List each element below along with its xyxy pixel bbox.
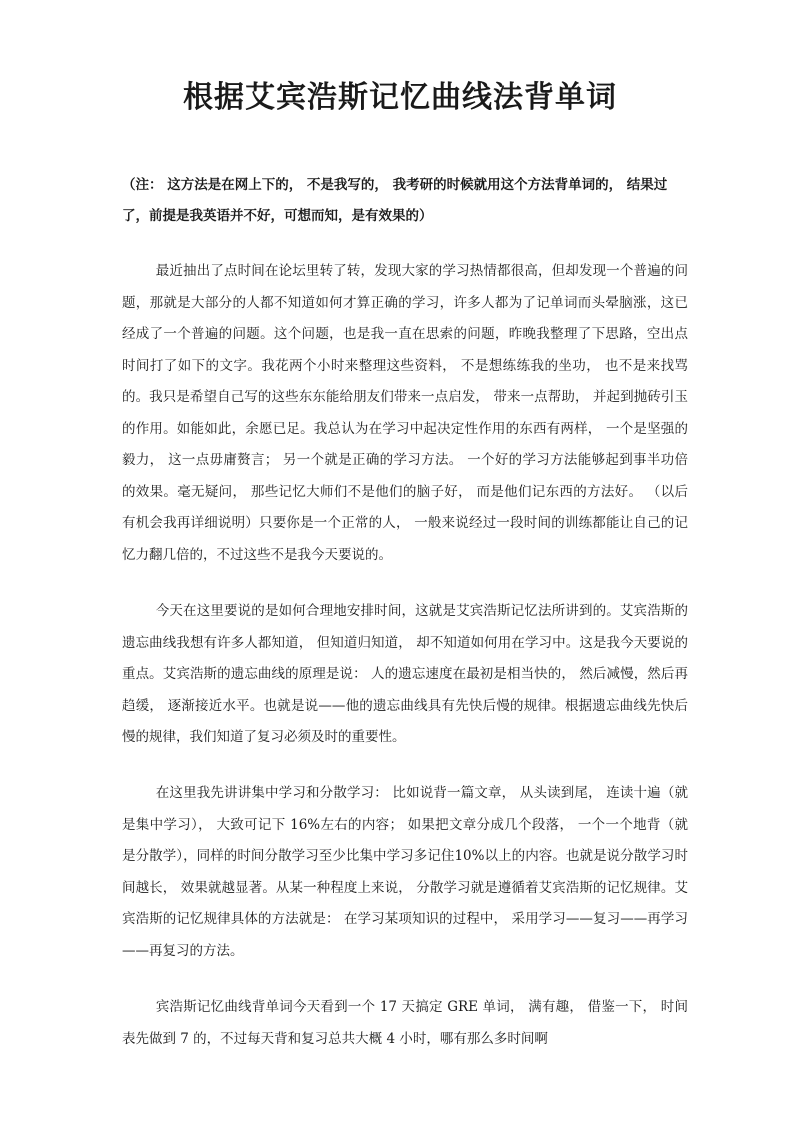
document-title: 根据艾宾浩斯记忆曲线法背单词 [183,80,617,115]
author-note: （注： 这方法是在网上下的， 不是我写的， 我考研的时候就用这个方法背单词的， 结果过了，前提是我英语并不好，可想而知，是有效果的） [122,177,668,224]
paragraph-intro: 最近抽出了点时间在论坛里转了转，发现大家的学习热情都很高，但却发现一个普遍的问题，那就是大部分的人都不知道如何才算正确的学习，许多人都为了记单词而头晕脑涨，这已经成了一个普遍的问题。这个问题，也是我一直在思索的问题，昨晚我整理了下思路，空出点时间打了如下的文字。我花两个小时来整理这些资料， 不是想练练我的坐功， 也不是来找骂的。我只是希望自己写的这些东东能给朋友们带来一点启发， 带来一点帮助， 并起到抛砖引玉的作用。如能如此，余愿已足。我总认为在学习中起决定性作用的东西有两样， 一个是坚强的毅力， 这一点毋庸赘言； 另一个就是正确的学习方法。 一个好的学习方法能够起到事半功倍的效果。毫无疑问， 那些记忆大师们不是他们的脑子好， 而是他们记东西的方法好。 （以后有机会我再详细说明）只要你是一个正常的人， 一般来说经过一段时间的训练都能让自己的记忆力翻几倍的，不过这些不是我今天要说的。 [122,263,688,563]
paragraph-distributed-learning: 在这里我先讲讲集中学习和分散学习： 比如说背一篇文章， 从头读到尾， 连读十遍（就是集中学习）， 大致可记下 16%左右的内容； 如果把文章分成几个段落， 一个一个地背（就是分散学），同样的时间分散学习至少比集中学习多记住10%以上的内容。也就是说分散学习时间越长， 效果就越显著。从某一种程度上来说， 分散学习就是遵循着艾宾浩斯的记忆规律。艾宾浩斯的记忆规律具体的方法就是： 在学习某项知识的过程中， 采用学习——复习——再学习——再复习的方法。 [122,785,688,959]
paragraph-forgetting-curve: 今天在这里要说的是如何合理地安排时间，这就是艾宾浩斯记忆法所讲到的。艾宾浩斯的遗忘曲线我想有许多人都知道， 但知道归知道， 却不知道如何用在学习中。这是我今天要说的重点。艾宾浩斯的遗忘曲线的原理是说： 人的遗忘速度在最初是相当快的， 然后减慢，然后再趋缓， 逐渐接近水平。也就是说——他的遗忘曲线具有先快后慢的规律。根据遗忘曲线先快后慢的规律，我们知道了复习必须及时的重要性。 [122,603,688,745]
paragraph-gre-schedule: 宾浩斯记忆曲线背单词今天看到一个 17 天搞定 GRE 单词， 满有趣， 借鉴一下， 时间表先做到 7 的，不过每天背和复习总共大概 4 小时，哪有那么多时间啊 [122,999,688,1047]
